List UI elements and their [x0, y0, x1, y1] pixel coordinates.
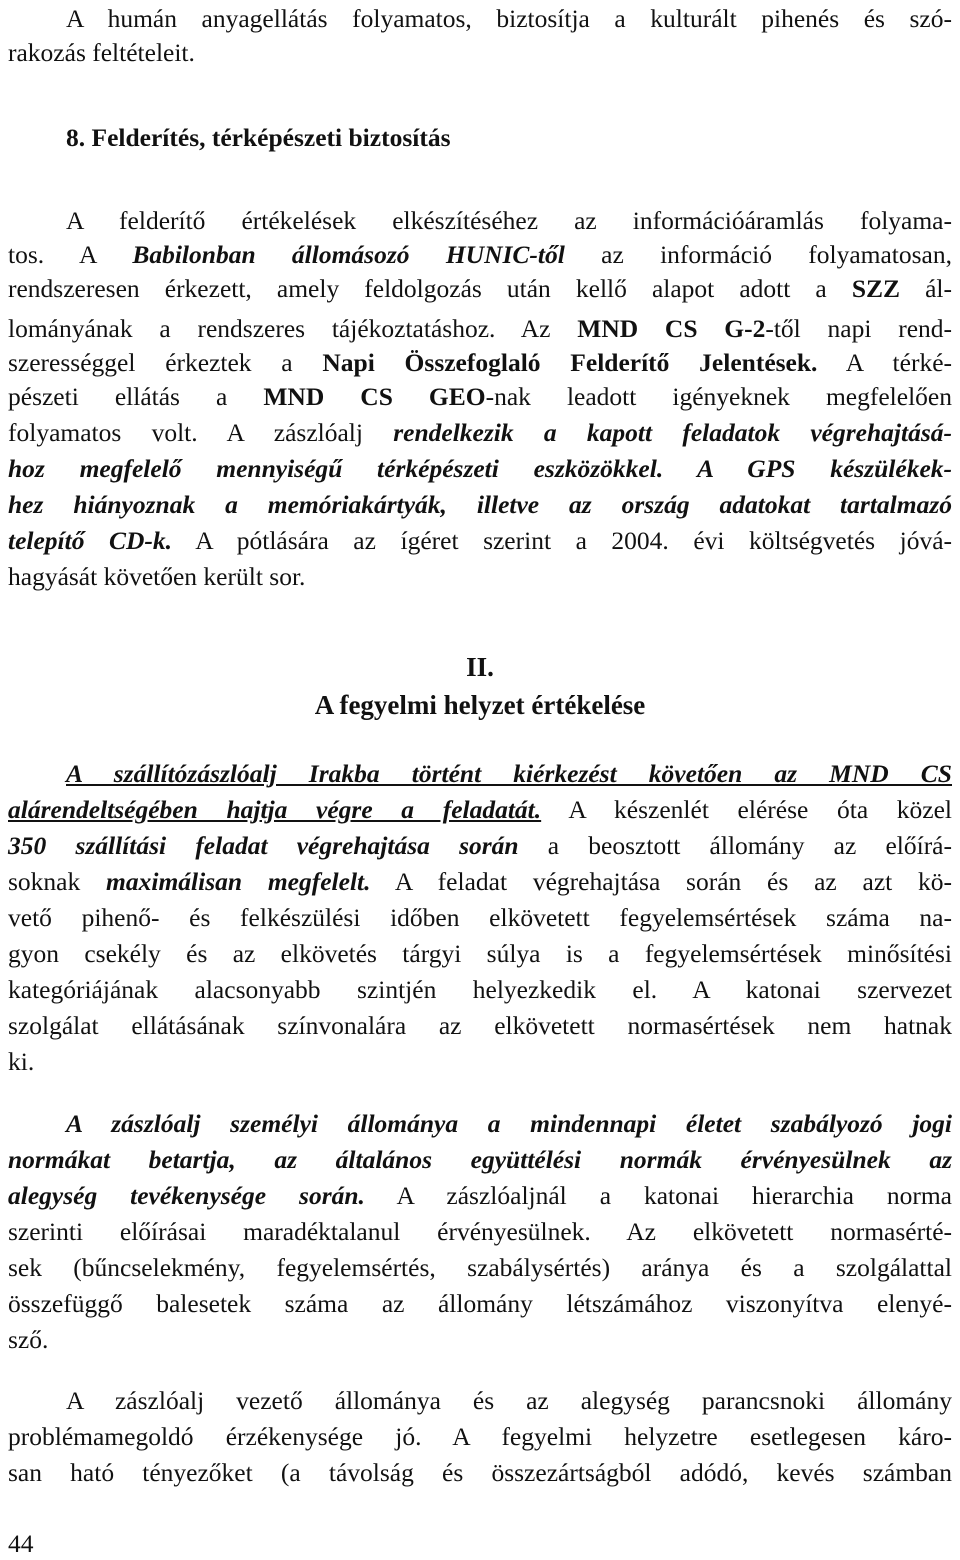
paragraph-line: [8, 901, 952, 935]
paragraph-line: [8, 829, 952, 863]
emphasis-run: maximálisan megfelelt.: [106, 867, 371, 896]
text-run: problémamegoldó érzékenysége jó. A fegyelmi helyzetre esetlegesen káro-: [8, 1422, 952, 1451]
paragraph-line: [66, 2, 952, 36]
paragraph-line: [8, 937, 952, 971]
emphasis-run: normákat betartja, az általános együttélési normák érvényesülnek az: [8, 1145, 952, 1174]
text-run: -nak leadott igényeknek megfelelően: [485, 382, 952, 411]
paragraph-line: [8, 560, 305, 594]
text-run: A felderítő értékelések elkészítéséhez az információáramlás folyama-: [66, 206, 952, 235]
emphasis-run: Napi Összefoglaló Felderítő Jelentések.: [322, 348, 818, 377]
text-run: kategóriájának alacsonyabb szintjén helyezkedik el. A katonai szervezet: [8, 975, 952, 1004]
emphasis-run: MND CS G-2: [577, 314, 766, 343]
text-run: az információ folyamatosan,: [564, 240, 952, 269]
text-run: szerességgel érkeztek a: [8, 348, 323, 377]
paragraph-line: [8, 36, 195, 70]
emphasis-run: Babilonban állomásozó HUNIC-től: [132, 240, 565, 269]
text-run: pészeti ellátás a: [8, 382, 264, 411]
emphasis-run: SZZ: [851, 274, 901, 303]
text-run: ál-: [900, 274, 952, 303]
text-run: sző.: [8, 1325, 49, 1354]
chapter-title-text: A fegyelmi helyzet értékelése: [314, 690, 646, 720]
paragraph-line: [8, 1251, 952, 1285]
text-run: összefüggő balesetek száma az állomány létszámához viszonyítva elenyé-: [8, 1289, 952, 1318]
emphasis-run: A zászlóalj személyi állománya a mindennapi életet szabályozó jogi: [66, 1109, 952, 1138]
text-run: A készenlét elérése óta közel: [541, 795, 952, 824]
paragraph-line: [8, 1287, 952, 1321]
paragraph-line: [8, 488, 952, 522]
paragraph-line: [8, 416, 952, 450]
emphasis-run: MND CS GEO: [263, 382, 486, 411]
text-run: A zászlóaljnál a katonai hierarchia norma: [364, 1181, 952, 1210]
chapter-numeral-text: II.: [466, 652, 494, 682]
text-run: gyon csekély és az elkövetés tárgyi súlya is a fegyelemsértések minősítési: [8, 939, 952, 968]
emphasis-run: hoz megfelelő mennyiségű térképészeti eszközökkel.: [8, 454, 664, 483]
text-run: szerinti előírásai maradéktalanul érvényesülnek. Az elkövetett normasérté-: [8, 1217, 952, 1246]
underlined-emphasis: alárendeltségében hajtja végre a feladatát.: [8, 795, 542, 824]
paragraph-line: [8, 524, 952, 558]
paragraph-line: [8, 1045, 34, 1079]
paragraph-line: [8, 1420, 952, 1454]
text-run: tos. A: [8, 240, 133, 269]
text-run: san ható tényezőket (a távolság és összezártságból adódó, kevés számban: [8, 1458, 952, 1487]
text-run: A feladat végrehajtása során és az azt kö-: [370, 867, 952, 896]
paragraph-line: [8, 865, 952, 899]
paragraph-line: [8, 1009, 952, 1043]
paragraph-line: [8, 1215, 952, 1249]
paragraph-line: [8, 272, 952, 306]
text-run: A pótlására az ígéret szerint a 2004. évi költségvetés jóvá-: [172, 526, 953, 555]
text-run: rakozás feltételeit.: [8, 38, 195, 67]
text-run: a beosztott állomány az előírá-: [518, 831, 952, 860]
paragraph-line: [8, 973, 952, 1007]
paragraph-line: [66, 1107, 952, 1141]
text-run: A zászlóalj vezető állománya és az alegység parancsnoki állomány: [66, 1386, 952, 1415]
paragraph-line: [8, 312, 952, 346]
text-run: hagyását követően került sor.: [8, 562, 306, 591]
paragraph-line: [8, 793, 952, 827]
page-number: 44: [8, 1529, 34, 1558]
section-heading: [66, 121, 451, 155]
paragraph-line: [66, 1384, 952, 1418]
text-run: folyamatos volt. A zászlóalj: [8, 418, 394, 447]
emphasis-run: hez hiányoznak a memóriakártyák, illetve az ország adatokat tartalmazó: [8, 490, 952, 519]
chapter-title: [0, 688, 960, 722]
chapter-numeral: [0, 650, 960, 684]
paragraph-line: [8, 346, 952, 380]
text-run: rendszeresen érkezett, amely feldolgozás után kellő alapot adott a: [8, 274, 852, 303]
text-run: szolgálat ellátásának színvonalára az elkövetett normasértések nem hatnak: [8, 1011, 952, 1040]
text-run: A térké-: [817, 348, 953, 377]
paragraph-line: [8, 452, 952, 486]
text-run: A humán anyagellátás folyamatos, biztosítja a kulturált pihenés és szó-: [66, 4, 952, 33]
emphasis-run: telepítő CD-k.: [8, 526, 173, 555]
paragraph-line: [8, 238, 952, 272]
paragraph-line: [8, 1179, 952, 1213]
paragraph-line: [66, 757, 952, 791]
paragraph-line: [8, 1456, 952, 1490]
section-heading-text: 8. Felderítés, térképészeti biztosítás: [66, 123, 451, 152]
text-run: soknak: [8, 867, 107, 896]
text-run: -től napi rend-: [765, 314, 953, 343]
emphasis-run: rendelkezik a kapott feladatok végrehajtásá-: [393, 418, 953, 447]
underlined-emphasis: A szállítózászlóalj Irakba történt kiérkezést követően az MND CS: [66, 759, 952, 788]
text-run: lományának a rendszeres tájékoztatáshoz. Az: [8, 314, 578, 343]
emphasis-run: alegység tevékenysége során.: [8, 1181, 365, 1210]
paragraph-line: [8, 1323, 48, 1357]
text-run: vető pihenő- és felkészülési időben elkövetett fegyelemsértések száma na-: [8, 903, 952, 932]
emphasis-run: A GPS készülékek-: [663, 454, 952, 483]
paragraph-line: [66, 204, 952, 238]
paragraph-line: [8, 1143, 952, 1177]
text-run: sek (bűncselekmény, fegyelemsértés, szabálysértés) aránya és a szolgálattal: [8, 1253, 952, 1282]
emphasis-run: 350 szállítási feladat végrehajtása során: [8, 831, 519, 860]
paragraph-line: [8, 380, 952, 414]
text-run: ki.: [8, 1047, 35, 1076]
